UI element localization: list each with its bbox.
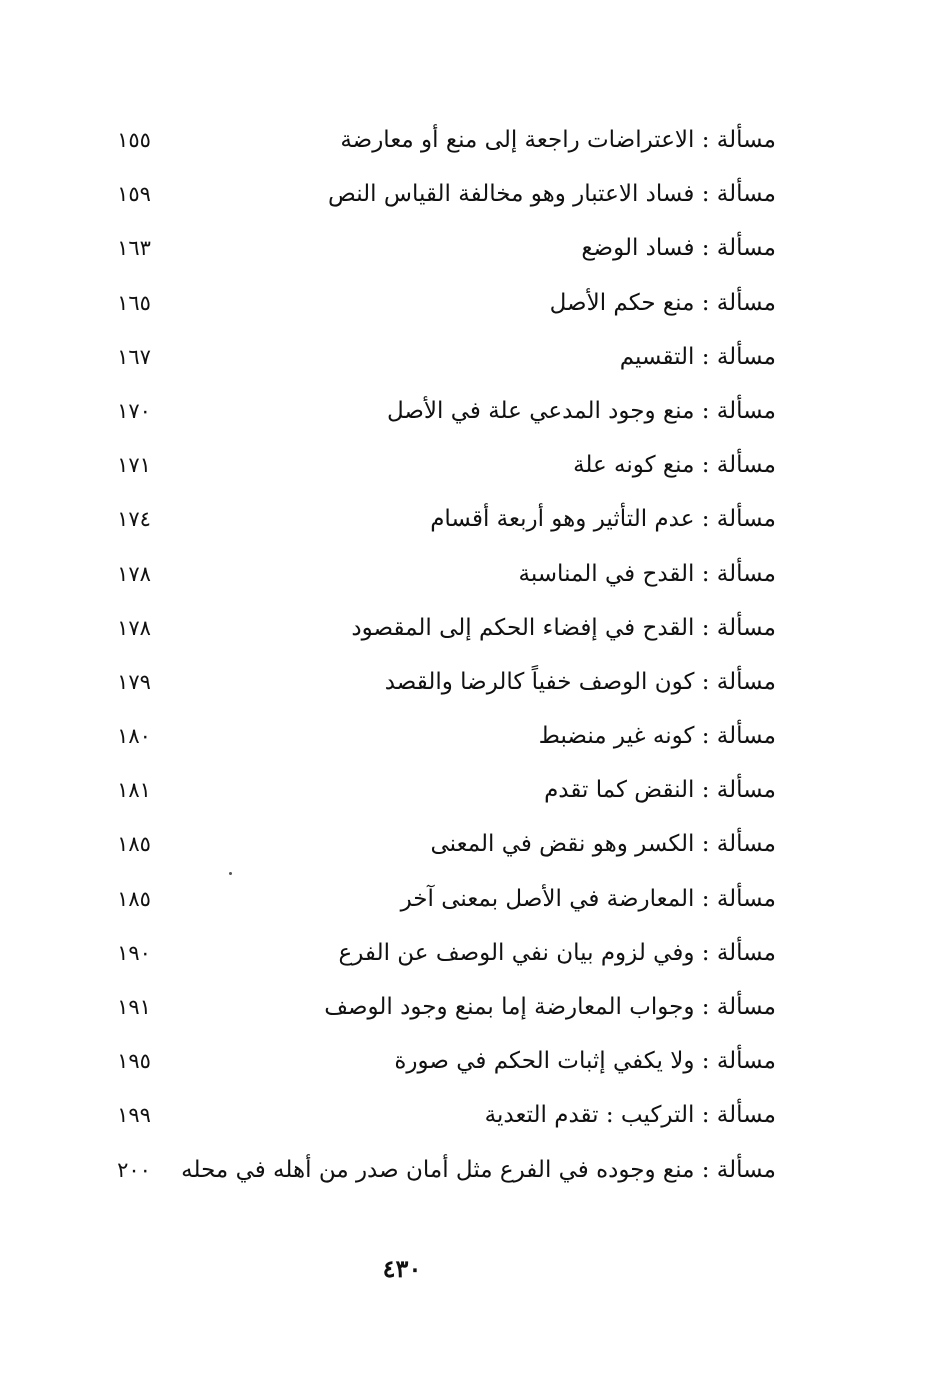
toc-entry-title: مسألة : وفي لزوم بيان نفي الوصف عن الفرع <box>338 939 776 966</box>
table-of-contents <box>0 113 952 1197</box>
toc-page-number: ١٨٥ <box>117 886 151 911</box>
toc-row <box>0 221 952 275</box>
toc-page-number: ١٩٠ <box>117 940 151 965</box>
folio-page-number: ٤٣٠ <box>382 1254 422 1283</box>
toc-entry-title: مسألة : القدح في إفضاء الحكم إلى المقصود <box>351 614 776 641</box>
toc-page-number: ١٨١ <box>117 778 151 803</box>
toc-entry-title: مسألة : منع وجود المدعي علة في الأصل <box>386 397 776 424</box>
toc-row <box>0 817 952 871</box>
toc-row <box>0 330 952 384</box>
toc-row <box>0 384 952 438</box>
toc-row <box>0 1088 952 1142</box>
toc-page-number: ١٥٩ <box>117 182 151 207</box>
toc-entry-title: مسألة : القدح في المناسبة <box>518 560 776 587</box>
toc-row <box>0 167 952 221</box>
toc-row <box>0 1143 952 1197</box>
toc-page-number: ١٥٥ <box>117 128 151 152</box>
toc-page-number: ١٧٠ <box>117 398 151 423</box>
toc-entry-title: مسألة : التركيب : تقدم التعدية <box>484 1102 776 1129</box>
toc-row <box>0 438 952 492</box>
toc-entry-title: مسألة : المعارضة في الأصل بمعنى آخر <box>400 885 776 912</box>
toc-row <box>0 872 952 926</box>
toc-entry-title: مسألة : وجواب المعارضة إما بمنع وجود الوصف <box>324 994 776 1020</box>
ink-speck <box>229 872 232 875</box>
toc-row <box>0 113 952 167</box>
toc-entry-title: مسألة : فساد الوضع <box>581 235 776 262</box>
toc-row <box>0 601 952 655</box>
toc-page-number: ١٧٨ <box>117 561 151 586</box>
toc-entry-title: مسألة : النقض كما تقدم <box>544 777 776 804</box>
toc-row <box>0 709 952 763</box>
toc-page-number: ١٨٥ <box>117 832 151 857</box>
toc-page-number: ١٩٥ <box>117 1049 151 1074</box>
toc-page-number: ١٧٨ <box>117 615 151 640</box>
toc-page-number: ١٩١ <box>117 995 151 1019</box>
toc-row <box>0 1034 952 1088</box>
toc-row <box>0 276 952 330</box>
toc-entry-title: مسألة : كون الوصف خفياً كالرضا والقصد <box>384 668 776 695</box>
toc-entry-title: مسألة : عدم التأثير وهو أربعة أقسام <box>430 506 776 533</box>
toc-page-number: ١٦٥ <box>117 290 151 315</box>
toc-page-number: ١٩٩ <box>117 1103 151 1128</box>
toc-row <box>0 547 952 601</box>
toc-entry-title: مسألة : منع كونه علة <box>573 452 776 479</box>
toc-row <box>0 763 952 817</box>
toc-entry-title: مسألة : كونه غير منضبط <box>538 723 776 750</box>
toc-entry-title: مسألة : التقسيم <box>619 343 776 370</box>
toc-page-number: ١٧١ <box>117 453 151 478</box>
toc-entry-title: مسألة : الكسر وهو نقض في المعنى <box>430 831 776 858</box>
toc-page-number: ١٧٤ <box>117 507 151 532</box>
toc-entry-title: مسألة : منع وجوده في الفرع مثل أمان صدر من أهله في محله <box>181 1156 776 1183</box>
toc-page-number: ١٨٠ <box>117 724 151 749</box>
toc-page-number: ١٦٣ <box>117 236 151 261</box>
toc-entry-title: مسألة : منع حكم الأصل <box>549 289 776 316</box>
toc-entry-title: مسألة : ولا يكفي إثبات الحكم في صورة <box>394 1048 776 1075</box>
toc-row <box>0 655 952 709</box>
toc-page-number: ٢٠٠ <box>117 1157 151 1182</box>
toc-page-number: ١٦٧ <box>117 344 151 369</box>
toc-entry-title: مسألة : الاعتراضات راجعة إلى منع أو معارضة <box>340 127 776 153</box>
toc-page-number: ١٧٩ <box>117 669 151 694</box>
toc-row <box>0 492 952 546</box>
toc-row <box>0 926 952 980</box>
toc-row <box>0 980 952 1034</box>
toc-entry-title: مسألة : فساد الاعتبار وهو مخالفة القياس النص <box>328 181 776 208</box>
